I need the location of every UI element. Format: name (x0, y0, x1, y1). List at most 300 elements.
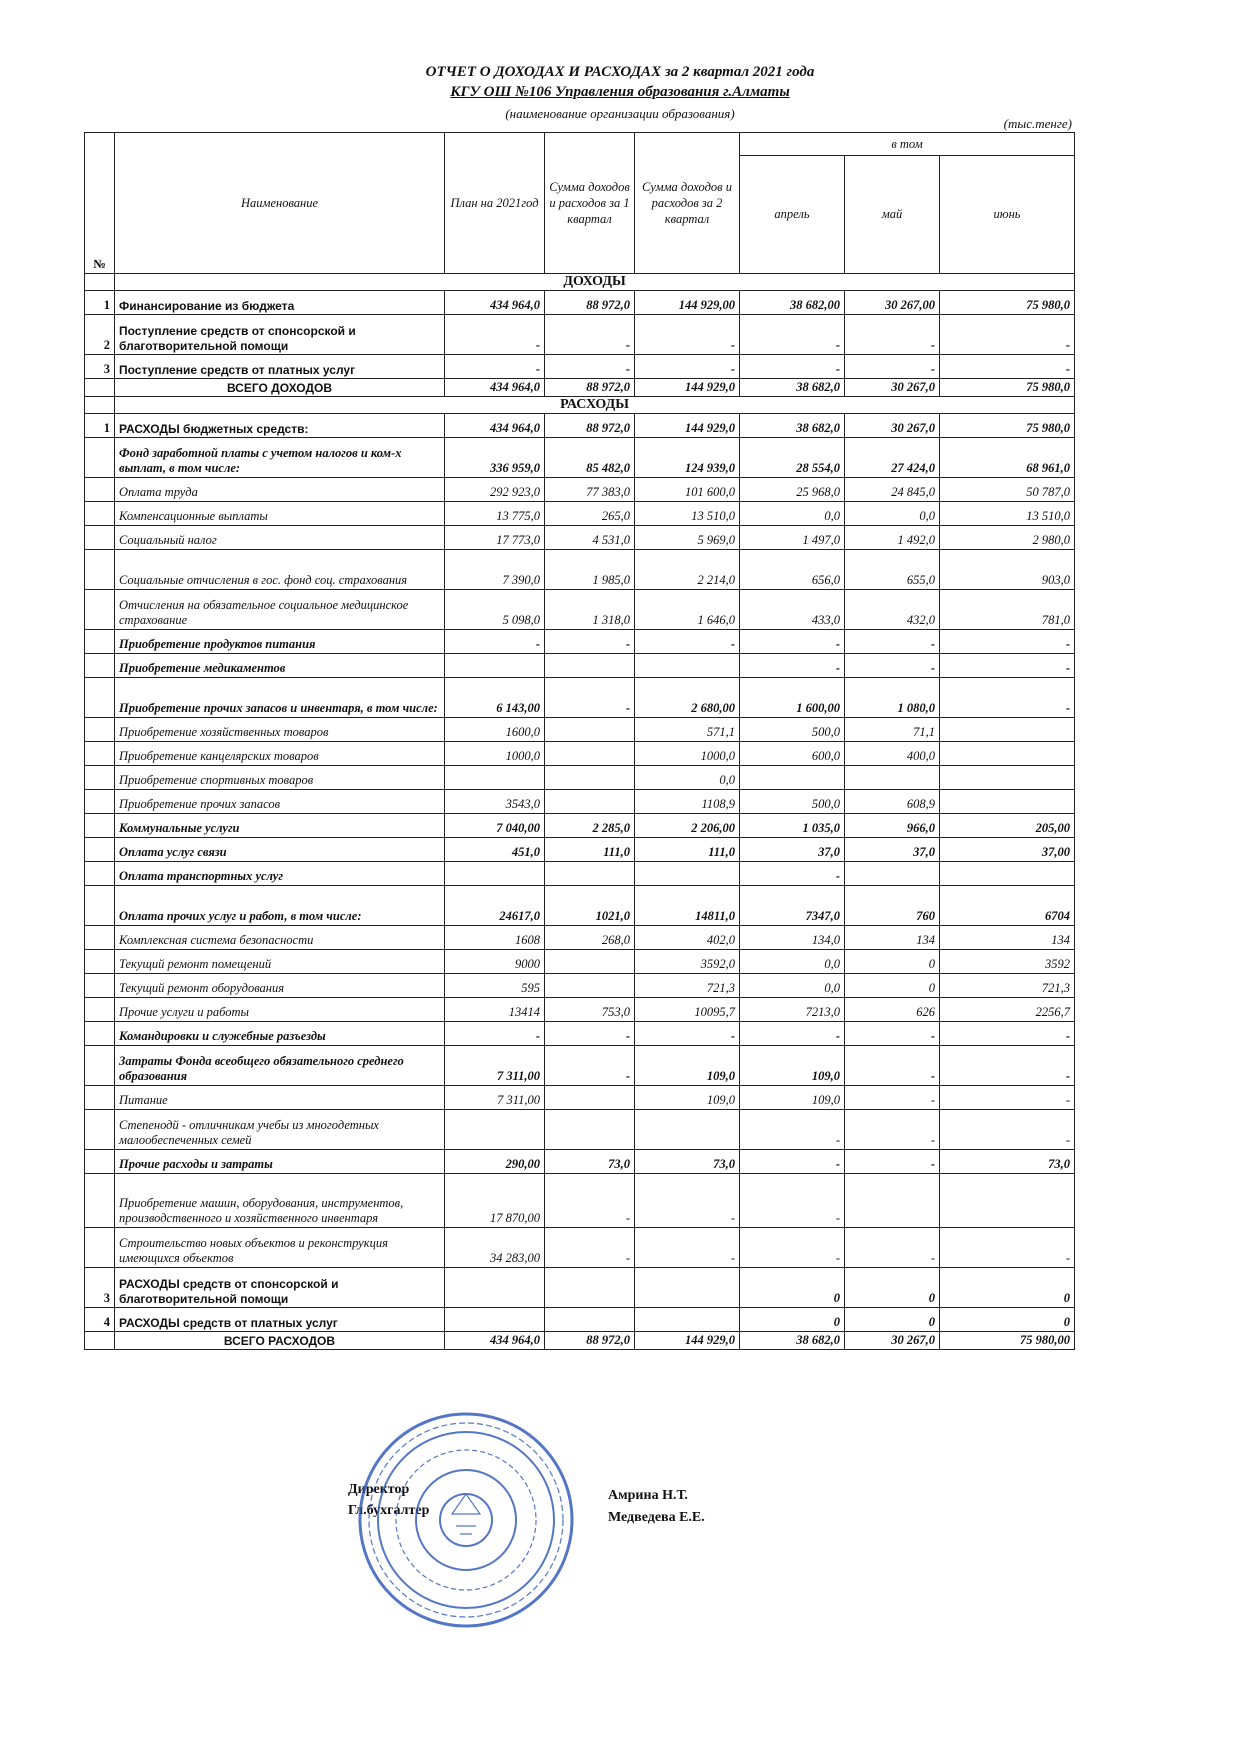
june-value: 6704 (940, 886, 1075, 926)
may-value: - (845, 315, 940, 355)
plan-value: 7 390,0 (445, 550, 545, 590)
row-number (85, 590, 115, 630)
expense-total-row (85, 1332, 1075, 1350)
expense-row (85, 1174, 1075, 1228)
june-value: 2 980,0 (940, 526, 1075, 550)
q1-value: 77 383,0 (545, 478, 635, 502)
plan-value: 292 923,0 (445, 478, 545, 502)
june-value: 37,00 (940, 838, 1075, 862)
may-value (845, 766, 940, 790)
expense-row (85, 926, 1075, 950)
q1-value (545, 1268, 635, 1308)
expense-row (85, 1228, 1075, 1268)
q2-value: 109,0 (635, 1046, 740, 1086)
row-name: РАСХОДЫ средств от платных услуг (115, 1308, 445, 1332)
plan-value: 7 311,00 (445, 1086, 545, 1110)
q1-value (545, 1086, 635, 1110)
report-body (85, 274, 1075, 1350)
row-name: Строительство новых объектов и реконструкция имеющихся объектов (115, 1228, 445, 1268)
official-stamp (356, 1410, 576, 1630)
report-table (84, 132, 1075, 1350)
q2-value: 10095,7 (635, 998, 740, 1022)
expense-row (85, 478, 1075, 502)
expense-row (85, 886, 1075, 926)
april-value: 500,0 (740, 718, 845, 742)
april-value: 433,0 (740, 590, 845, 630)
q1-value: 4 531,0 (545, 526, 635, 550)
row-name: Коммунальные услуги (115, 814, 445, 838)
plan-value: 34 283,00 (445, 1228, 545, 1268)
may-value: 0,0 (845, 502, 940, 526)
may-value: 0 (845, 950, 940, 974)
q2-value: 5 969,0 (635, 526, 740, 550)
april-value: - (740, 1022, 845, 1046)
row-number (85, 1150, 115, 1174)
june-value: 68 961,0 (940, 438, 1075, 478)
june-value (940, 718, 1075, 742)
plan-value (445, 1308, 545, 1332)
plan-value: 434 964,0 (445, 414, 545, 438)
q2-value: - (635, 355, 740, 379)
row-name: Компенсационные выплаты (115, 502, 445, 526)
row-number (85, 550, 115, 590)
expense-row (85, 742, 1075, 766)
stamp-emblem (440, 1494, 492, 1546)
q1-value: - (545, 315, 635, 355)
june-value: 3592 (940, 950, 1075, 974)
row-number (85, 950, 115, 974)
april-value: 1 497,0 (740, 526, 845, 550)
row-number (85, 998, 115, 1022)
plan-value: 9000 (445, 950, 545, 974)
income-row (85, 355, 1075, 379)
row-name: Прочие услуги и работы (115, 998, 445, 1022)
may-value: - (845, 1110, 940, 1150)
row-number (85, 974, 115, 998)
plan-value (445, 1110, 545, 1150)
plan-value: 17 773,0 (445, 526, 545, 550)
may-value: 71,1 (845, 718, 940, 742)
may-value: 760 (845, 886, 940, 926)
plan-value: - (445, 1022, 545, 1046)
organization-name: КГУ ОШ №106 Управления образования г.Алматы (450, 84, 790, 100)
row-number (85, 630, 115, 654)
q1-value: 73,0 (545, 1150, 635, 1174)
row-name: Приобретение машин, оборудования, инструментов, производственного и хозяйственного инвентаря (115, 1174, 445, 1228)
col-q2: Сумма доходов и расходов за 2 квартал (635, 133, 740, 274)
may-value: 608,9 (845, 790, 940, 814)
q1-value (545, 862, 635, 886)
q2-value (635, 1308, 740, 1332)
june-value: 0 (940, 1268, 1075, 1308)
q1-value: - (545, 1022, 635, 1046)
expense-row (85, 526, 1075, 550)
april-value: 0,0 (740, 950, 845, 974)
q2-value: 144 929,00 (635, 291, 740, 315)
may-value: 966,0 (845, 814, 940, 838)
plan-value: 6 143,00 (445, 678, 545, 718)
row-number (85, 1174, 115, 1228)
q1-value (545, 654, 635, 678)
april-value: - (740, 1228, 845, 1268)
row-number (85, 766, 115, 790)
income-total-q2: 144 929,0 (635, 379, 740, 397)
june-value (940, 1174, 1075, 1228)
april-value: - (740, 1174, 845, 1228)
row-number (85, 1228, 115, 1268)
row-name: Оплата прочих услуг и работ, в том числе: (115, 886, 445, 926)
june-value (940, 862, 1075, 886)
june-value: 721,3 (940, 974, 1075, 998)
plan-value (445, 1268, 545, 1308)
april-value: 0 (740, 1268, 845, 1308)
row-name: Социальные отчисления в гос. фонд соц. страхования (115, 550, 445, 590)
row-number (85, 862, 115, 886)
row-number (85, 502, 115, 526)
may-value: - (845, 1150, 940, 1174)
june-value: 781,0 (940, 590, 1075, 630)
q1-value (545, 790, 635, 814)
row-name: РАСХОДЫ средств от спонсорской и благотворительной помощи (115, 1268, 445, 1308)
april-value: 0,0 (740, 974, 845, 998)
june-value: - (940, 315, 1075, 355)
income-total-april: 38 682,0 (740, 379, 845, 397)
q2-value (635, 1268, 740, 1308)
may-value: 37,0 (845, 838, 940, 862)
row-number (85, 926, 115, 950)
expense-row (85, 1110, 1075, 1150)
section-income-label: ДОХОДЫ (115, 274, 1075, 291)
expense-row (85, 950, 1075, 974)
q2-value: 1 646,0 (635, 590, 740, 630)
june-value: - (940, 1086, 1075, 1110)
q2-value: 3592,0 (635, 950, 740, 974)
may-value (845, 1174, 940, 1228)
april-value: 0,0 (740, 502, 845, 526)
row-number (85, 718, 115, 742)
plan-value: 7 311,00 (445, 1046, 545, 1086)
q2-value: 14811,0 (635, 886, 740, 926)
director-label: Директор (348, 1482, 410, 1497)
row-name: Приобретение прочих запасов (115, 790, 445, 814)
expense-row (85, 678, 1075, 718)
june-value: - (940, 678, 1075, 718)
q2-value: 2 214,0 (635, 550, 740, 590)
q2-value (635, 654, 740, 678)
expense-total-june: 75 980,00 (940, 1332, 1075, 1350)
may-value: - (845, 355, 940, 379)
col-plan: План на 2021год (445, 133, 545, 274)
q2-value: 144 929,0 (635, 414, 740, 438)
q2-value (635, 862, 740, 886)
income-total-plan: 434 964,0 (445, 379, 545, 397)
plan-value: 17 870,00 (445, 1174, 545, 1228)
col-may: май (845, 156, 940, 274)
april-value: - (740, 355, 845, 379)
april-value: 656,0 (740, 550, 845, 590)
april-value: 0 (740, 1308, 845, 1332)
income-row (85, 291, 1075, 315)
plan-value: - (445, 355, 545, 379)
plan-value: - (445, 630, 545, 654)
row-number (85, 790, 115, 814)
row-name: Степенодй - отличникам учебы из многодетных малообеспеченных семей (115, 1110, 445, 1150)
may-value: 0 (845, 1268, 940, 1308)
q1-value (545, 1308, 635, 1332)
expense-row (85, 550, 1075, 590)
row-name: Отчисления на обязательное социальное медицинское страхование (115, 590, 445, 630)
q1-value: - (545, 678, 635, 718)
expense-row (85, 790, 1075, 814)
plan-value (445, 862, 545, 886)
april-value: - (740, 630, 845, 654)
april-value: - (740, 1150, 845, 1174)
q1-value (545, 718, 635, 742)
expense-row (85, 1086, 1075, 1110)
expense-total-label: ВСЕГО РАСХОДОВ (115, 1332, 445, 1350)
row-name: Фонд заработной платы с учетом налогов и ком-х выплат, в том числе: (115, 438, 445, 478)
q2-value: 124 939,0 (635, 438, 740, 478)
plan-value: 451,0 (445, 838, 545, 862)
row-name: РАСХОДЫ бюджетных средств: (115, 414, 445, 438)
q1-value: 265,0 (545, 502, 635, 526)
plan-value: - (445, 315, 545, 355)
june-value: - (940, 1022, 1075, 1046)
june-value: 75 980,0 (940, 291, 1075, 315)
q1-value (545, 974, 635, 998)
april-value: 109,0 (740, 1046, 845, 1086)
row-name: Приобретение спортивных товаров (115, 766, 445, 790)
q2-value: - (635, 1174, 740, 1228)
may-value: 1 080,0 (845, 678, 940, 718)
q2-value: - (635, 1022, 740, 1046)
june-value: 50 787,0 (940, 478, 1075, 502)
section-expense (85, 397, 1075, 414)
row-name: Затраты Фонда всеобщего обязательного среднего образования (115, 1046, 445, 1086)
q1-value: 88 972,0 (545, 414, 635, 438)
q2-value: 402,0 (635, 926, 740, 950)
june-value: - (940, 1228, 1075, 1268)
plan-value: 595 (445, 974, 545, 998)
june-value: - (940, 355, 1075, 379)
stamp-outer-ring (360, 1414, 572, 1626)
q2-value: 109,0 (635, 1086, 740, 1110)
plan-value: 13414 (445, 998, 545, 1022)
plan-value: 13 775,0 (445, 502, 545, 526)
row-number (85, 1086, 115, 1110)
row-number (85, 438, 115, 478)
expense-row (85, 1150, 1075, 1174)
income-total-label: ВСЕГО ДОХОДОВ (115, 379, 445, 397)
june-value: 73,0 (940, 1150, 1075, 1174)
stamp-text-lines (369, 1423, 563, 1617)
director-name: Амрина Н.Т. (608, 1488, 688, 1503)
row-name: Поступление средств от спонсорской и благотворительной помощи (115, 315, 445, 355)
col-q1: Сумма доходов и расходов за 1 квартал (545, 133, 635, 274)
expense-total-q1: 88 972,0 (545, 1332, 635, 1350)
row-name: Приобретение хозяйственных товаров (115, 718, 445, 742)
plan-value: 3543,0 (445, 790, 545, 814)
income-row (85, 315, 1075, 355)
organization-caption: (наименование организации образования) (505, 106, 735, 121)
april-value: 38 682,0 (740, 414, 845, 438)
q1-value: - (545, 1228, 635, 1268)
april-value: 7347,0 (740, 886, 845, 926)
row-number (85, 1046, 115, 1086)
row-name: Текущий ремонт помещений (115, 950, 445, 974)
q1-value (545, 766, 635, 790)
q2-value: - (635, 1228, 740, 1268)
stamp-middle-ring (378, 1432, 554, 1608)
expense-row (85, 1046, 1075, 1086)
april-value: 28 554,0 (740, 438, 845, 478)
april-value: - (740, 862, 845, 886)
expense-row (85, 998, 1075, 1022)
income-total-june: 75 980,0 (940, 379, 1075, 397)
expense-row (85, 974, 1075, 998)
col-name: Наименование (115, 133, 445, 274)
plan-value: 7 040,00 (445, 814, 545, 838)
may-value: - (845, 1022, 940, 1046)
accountant-label: Гл.бухгалтер (348, 1503, 430, 1518)
row-number (85, 886, 115, 926)
expense-row (85, 1022, 1075, 1046)
q1-value: 1 985,0 (545, 550, 635, 590)
april-value: 25 968,0 (740, 478, 845, 502)
plan-value: 336 959,0 (445, 438, 545, 478)
plan-value (445, 654, 545, 678)
row-number (85, 838, 115, 862)
q2-value: 101 600,0 (635, 478, 740, 502)
row-number (85, 478, 115, 502)
april-value: 1 600,00 (740, 678, 845, 718)
may-value: 626 (845, 998, 940, 1022)
april-value: 7213,0 (740, 998, 845, 1022)
may-value: 0 (845, 1308, 940, 1332)
plan-value (445, 766, 545, 790)
q2-value: 721,3 (635, 974, 740, 998)
row-number (85, 654, 115, 678)
may-value: 30 267,0 (845, 414, 940, 438)
may-value: 1 492,0 (845, 526, 940, 550)
expense-row (85, 414, 1075, 438)
q2-value: 1000,0 (635, 742, 740, 766)
may-value: - (845, 630, 940, 654)
april-value: 38 682,00 (740, 291, 845, 315)
plan-value: 5 098,0 (445, 590, 545, 630)
expense-row (85, 654, 1075, 678)
q1-value: 111,0 (545, 838, 635, 862)
row-name: Оплата услуг связи (115, 838, 445, 862)
q1-value: 268,0 (545, 926, 635, 950)
row-number: 1 (85, 291, 115, 315)
may-value: 432,0 (845, 590, 940, 630)
expense-total-may: 30 267,0 (845, 1332, 940, 1350)
expense-total-plan: 434 964,0 (445, 1332, 545, 1350)
col-june: июнь (940, 156, 1075, 274)
expense-row (85, 766, 1075, 790)
june-value: - (940, 654, 1075, 678)
june-value: 2256,7 (940, 998, 1075, 1022)
q2-value: - (635, 315, 740, 355)
q1-value (545, 742, 635, 766)
june-value: - (940, 1046, 1075, 1086)
april-value: - (740, 315, 845, 355)
row-number: 2 (85, 315, 115, 355)
row-number: 3 (85, 355, 115, 379)
row-name: Оплата транспортных услуг (115, 862, 445, 886)
q2-value: 1108,9 (635, 790, 740, 814)
q2-value (635, 1110, 740, 1150)
row-name: Прочие расходы и затраты (115, 1150, 445, 1174)
q2-value: 2 206,00 (635, 814, 740, 838)
expense-total-q2: 144 929,0 (635, 1332, 740, 1350)
row-number: 4 (85, 1308, 115, 1332)
accountant-name: Медведева Е.Е. (608, 1510, 705, 1525)
q1-value: - (545, 1174, 635, 1228)
may-value: - (845, 1086, 940, 1110)
may-value: 24 845,0 (845, 478, 940, 502)
june-value: 13 510,0 (940, 502, 1075, 526)
may-value: - (845, 1046, 940, 1086)
expense-row (85, 1268, 1075, 1308)
april-value (740, 766, 845, 790)
row-name: Поступление средств от платных услуг (115, 355, 445, 379)
q2-value: 571,1 (635, 718, 740, 742)
may-value: 655,0 (845, 550, 940, 590)
row-name: Текущий ремонт оборудования (115, 974, 445, 998)
q1-value: 1021,0 (545, 886, 635, 926)
q2-value: 111,0 (635, 838, 740, 862)
q1-value: - (545, 1046, 635, 1086)
april-value: 500,0 (740, 790, 845, 814)
q2-value: 13 510,0 (635, 502, 740, 526)
income-total-row (85, 379, 1075, 397)
plan-value: 1000,0 (445, 742, 545, 766)
q2-value: - (635, 630, 740, 654)
may-value: - (845, 654, 940, 678)
expense-row (85, 438, 1075, 478)
expense-row (85, 1308, 1075, 1332)
april-value: 109,0 (740, 1086, 845, 1110)
june-value: 903,0 (940, 550, 1075, 590)
row-number (85, 678, 115, 718)
june-value: 134 (940, 926, 1075, 950)
row-number (85, 742, 115, 766)
expense-row (85, 502, 1075, 526)
june-value: 0 (940, 1308, 1075, 1332)
june-value (940, 742, 1075, 766)
q1-value: 85 482,0 (545, 438, 635, 478)
income-total-q1: 88 972,0 (545, 379, 635, 397)
june-value: - (940, 1110, 1075, 1150)
expense-row (85, 718, 1075, 742)
may-value: - (845, 1228, 940, 1268)
row-name: Комплексная система безопасности (115, 926, 445, 950)
may-value: 0 (845, 974, 940, 998)
april-value: 134,0 (740, 926, 845, 950)
june-value (940, 766, 1075, 790)
q1-value: 1 318,0 (545, 590, 635, 630)
row-name: Командировки и служебные разъезды (115, 1022, 445, 1046)
q1-value: - (545, 630, 635, 654)
may-value: 30 267,00 (845, 291, 940, 315)
q1-value (545, 1110, 635, 1150)
q2-value: 0,0 (635, 766, 740, 790)
row-name: Оплата труда (115, 478, 445, 502)
row-number: 1 (85, 414, 115, 438)
may-value (845, 862, 940, 886)
